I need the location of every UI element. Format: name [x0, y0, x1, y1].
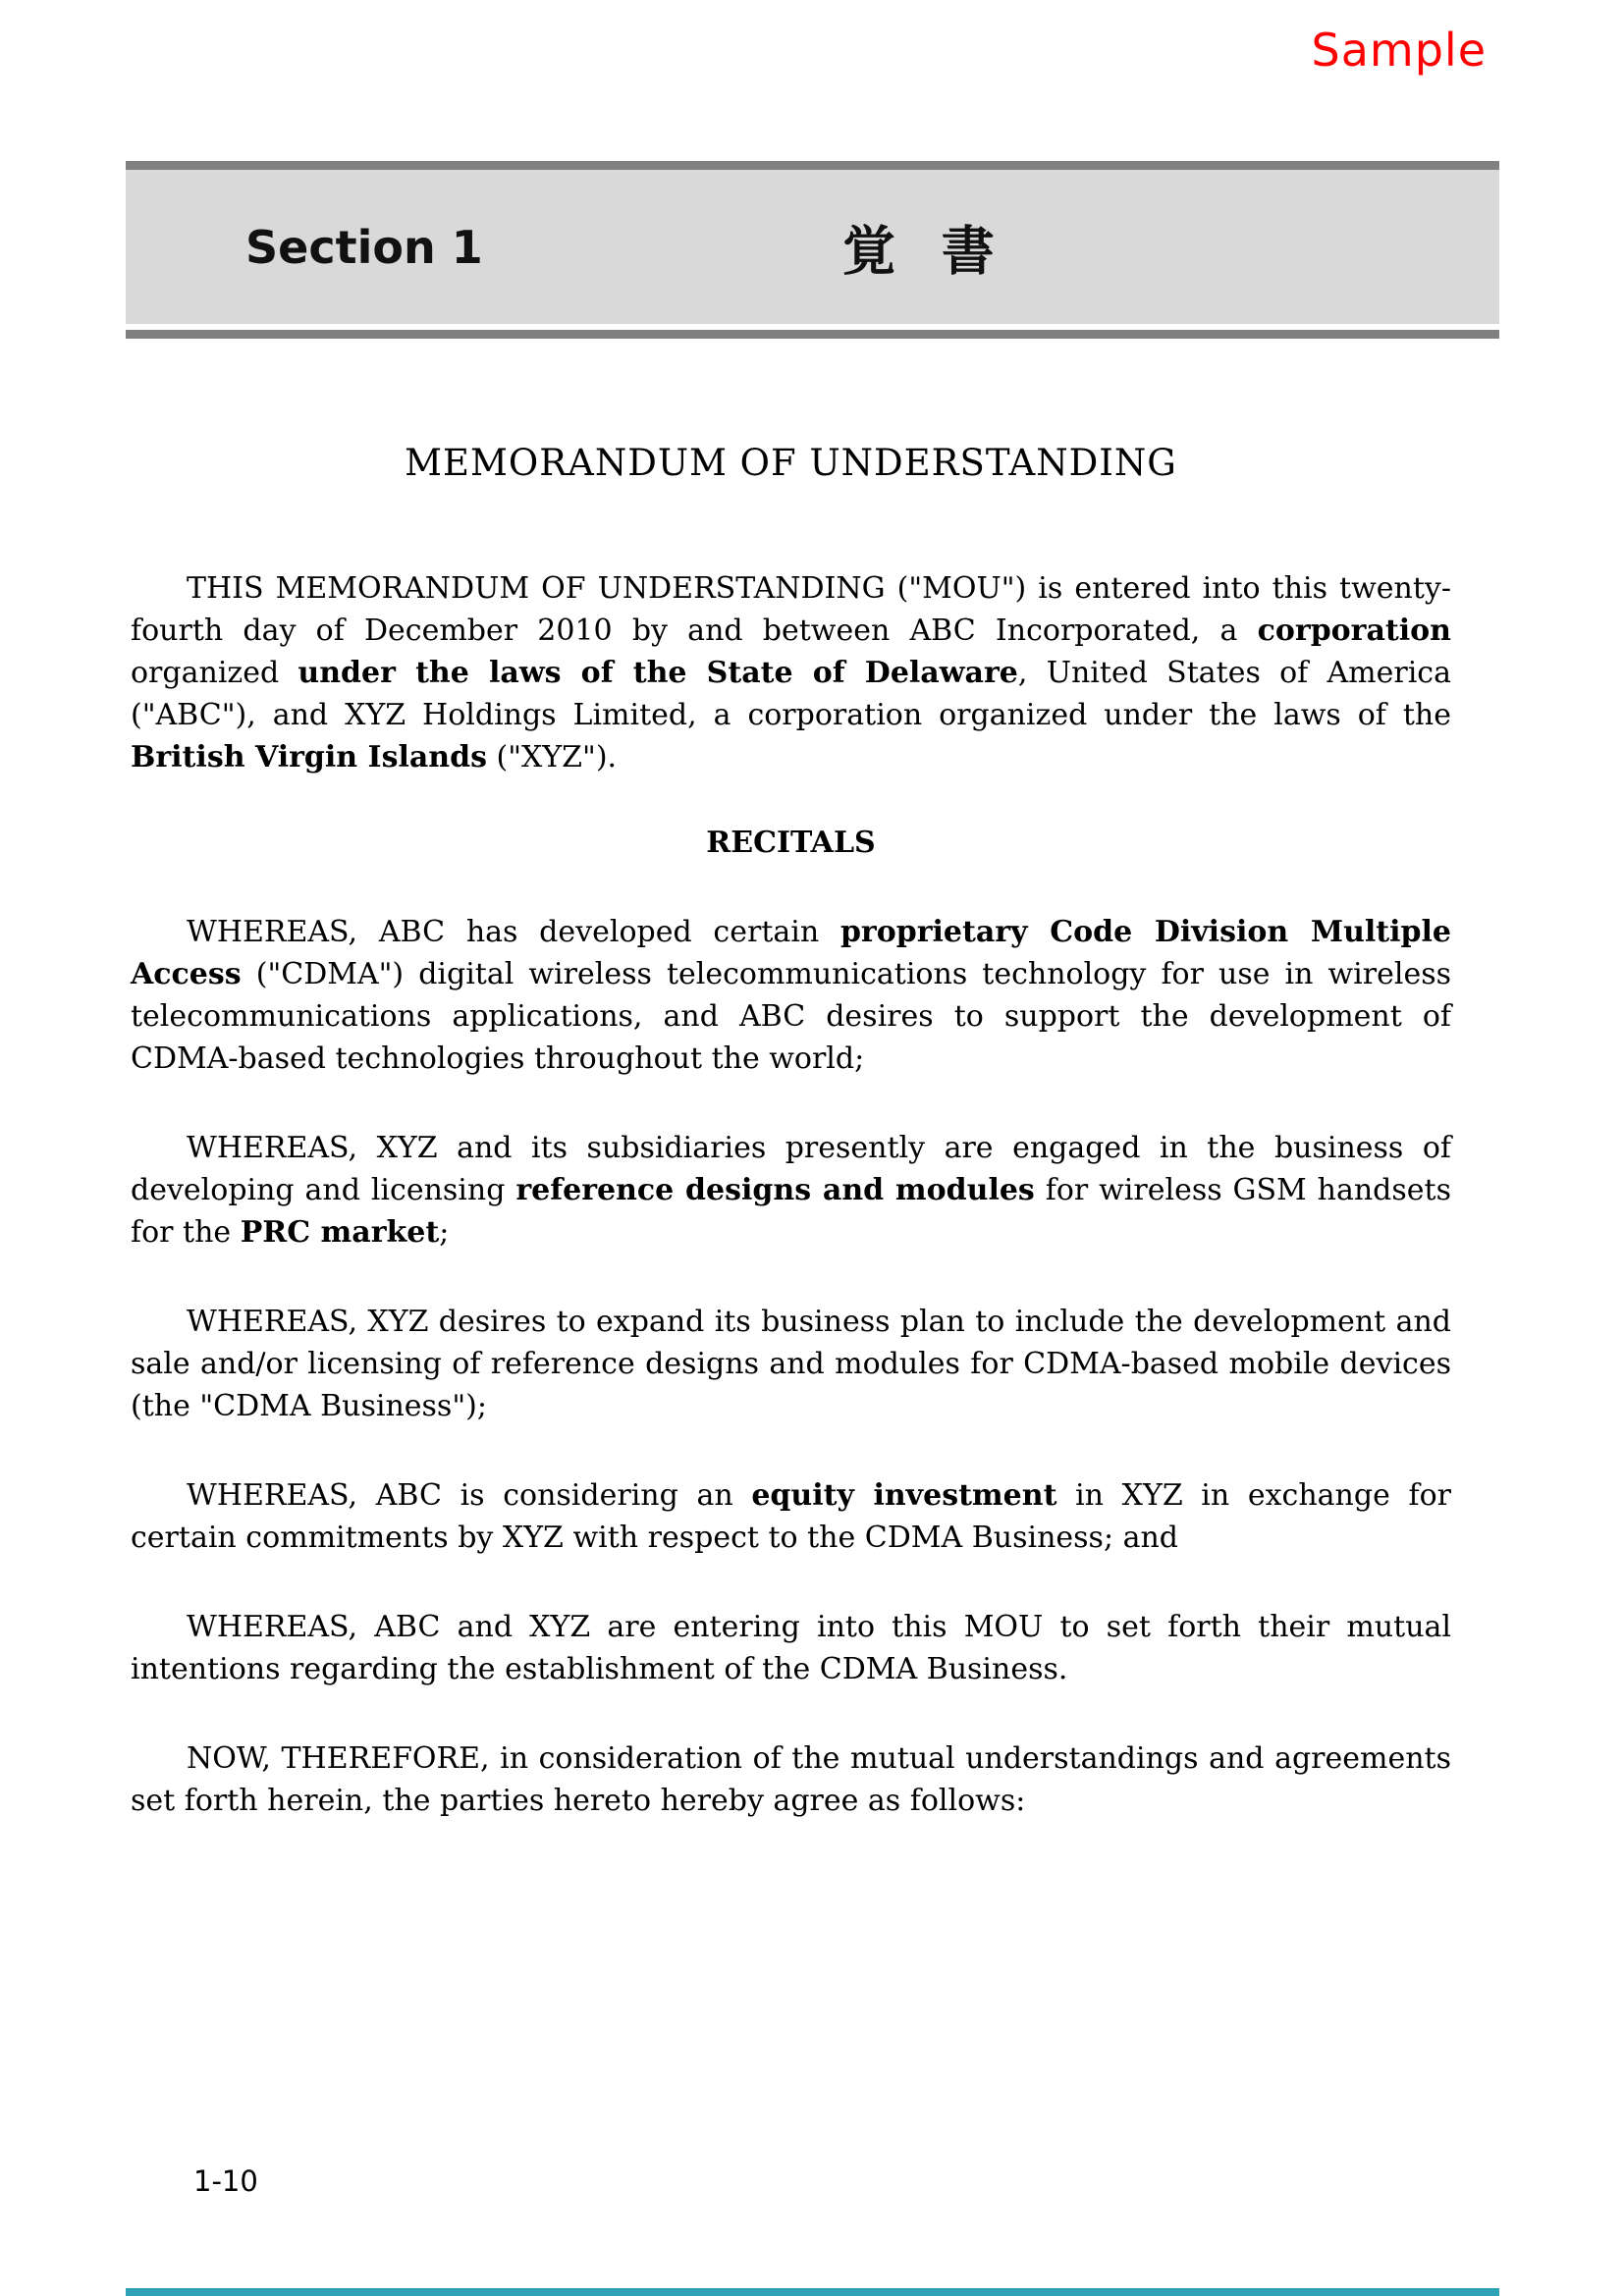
paragraph: WHEREAS, XYZ and its subsidiaries presently are engaged in the business of developing and licensing reference designs and modules for wireless GSM handsets for the PRC market;: [131, 1131, 1451, 1250]
section-title-japanese: 覚 書: [842, 220, 1008, 282]
footer-accent-bar: [126, 2288, 1499, 2296]
paragraph: THIS MEMORANDUM OF UNDERSTANDING ("MOU") is entered into this twenty-fourth day of December 2010 by and between ABC Incorporated, a corporation organized under the laws of the State of Delaware, United States of America ("ABC"), and XYZ Holdings Limited, a corporation organized under the laws of the British Virgin Islands ("XYZ").: [131, 571, 1451, 774]
sample-watermark: Sample: [1311, 24, 1487, 77]
paragraph: WHEREAS, ABC is considering an equity investment in XYZ in exchange for certain commitments by XYZ with respect to the CDMA Business; and: [131, 1478, 1451, 1555]
paragraph: WHEREAS, ABC has developed certain proprietary Code Division Multiple Access ("CDMA") digital wireless telecommunications technology for use in wireless telecommunications applications, and ABC desires to support the development of CDMA-based technologies throughout the world;: [131, 915, 1451, 1076]
page-number: 1-10: [193, 2164, 258, 2198]
paragraph: NOW, THEREFORE, in consideration of the mutual understandings and agreements set forth herein, the parties hereto hereby agree as follows:: [131, 1741, 1451, 1818]
paragraph: WHEREAS, XYZ desires to expand its business plan to include the development and sale and/or licensing of reference designs and modules for CDMA-based mobile devices (the "CDMA Business");: [131, 1305, 1451, 1423]
section-label: Section 1: [245, 220, 483, 274]
band-body: [126, 170, 1499, 324]
document-title: MEMORANDUM OF UNDERSTANDING: [405, 442, 1177, 484]
band-bottom-rule: [126, 330, 1499, 339]
paragraph: WHEREAS, ABC and XYZ are entering into this MOU to set forth their mutual intentions regarding the establishment of the CDMA Business.: [131, 1610, 1451, 1686]
section-header-band: [126, 161, 1499, 339]
document-body: [131, 442, 1451, 1869]
band-top-rule: [126, 161, 1499, 170]
recitals-heading: RECITALS: [706, 826, 876, 860]
